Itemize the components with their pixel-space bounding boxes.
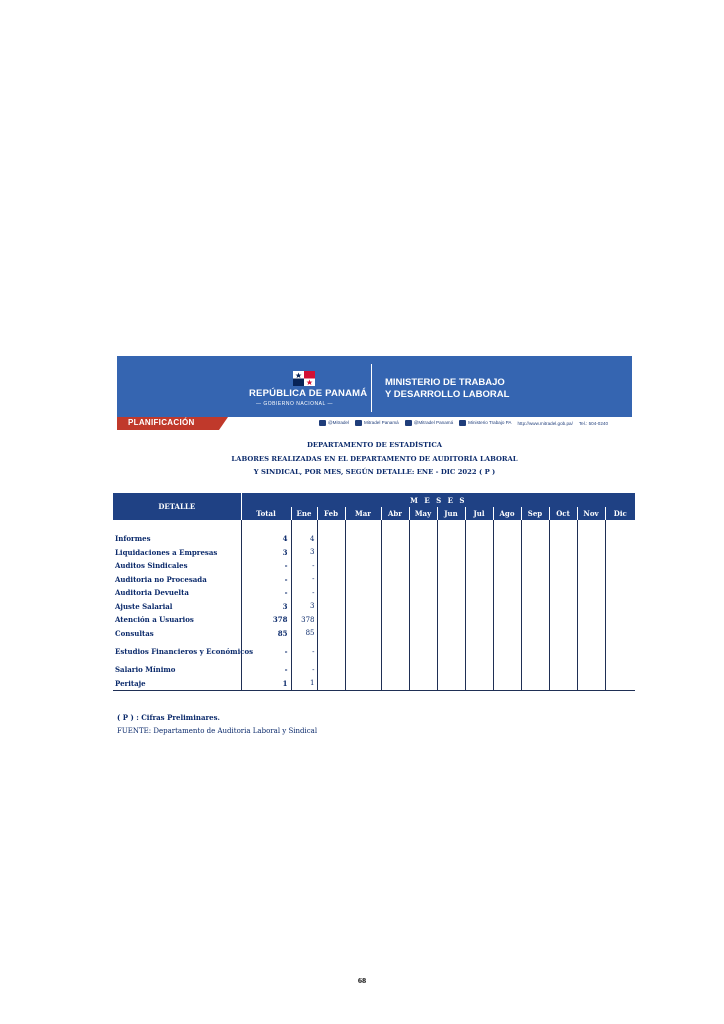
row-ene: - xyxy=(291,559,317,573)
col-header-total: Total xyxy=(241,507,291,520)
row-month-cell xyxy=(437,573,465,587)
row-ene: 3 xyxy=(291,600,317,614)
col-header-feb: Feb xyxy=(317,507,345,520)
report-title-line2: Y SINDICAL, POR MES, SEGÚN DETALLE: ENE - DIC 2022 ( P ) xyxy=(253,468,496,476)
row-month-cell xyxy=(465,627,493,641)
row-month-cell xyxy=(465,546,493,560)
row-month-cell xyxy=(577,573,605,587)
row-month-cell xyxy=(345,546,381,560)
row-month-cell xyxy=(409,600,437,614)
table-row xyxy=(113,546,635,560)
row-month-cell xyxy=(317,613,345,627)
row-ene: 85 xyxy=(291,627,317,641)
row-total: - xyxy=(241,663,291,677)
banner-divider xyxy=(371,364,372,412)
row-month-cell xyxy=(493,677,521,691)
col-header-jul: Jul xyxy=(465,507,493,520)
col-header-sep: Sep xyxy=(521,507,549,520)
row-month-cell xyxy=(317,532,345,546)
facebook-icon xyxy=(355,420,362,426)
row-month-cell xyxy=(345,627,381,641)
row-month-cell xyxy=(521,559,549,573)
row-label: Atención a Usuarios xyxy=(115,615,194,625)
row-month-cell xyxy=(549,546,577,560)
row-month-cell xyxy=(493,546,521,560)
table-row xyxy=(113,532,635,546)
row-label: Ajuste Salarial xyxy=(115,601,173,611)
row-month-cell xyxy=(605,627,635,641)
row-month-cell xyxy=(345,559,381,573)
twitter-link: @Mitradel xyxy=(319,420,349,426)
row-month-cell xyxy=(577,532,605,546)
col-header-mar: Mar xyxy=(345,507,381,520)
row-month-cell xyxy=(493,586,521,600)
col-header-jun: Jun xyxy=(437,507,465,520)
row-month-cell xyxy=(317,663,345,677)
row-ene: - xyxy=(291,586,317,600)
row-month-cell xyxy=(577,627,605,641)
row-month-cell xyxy=(381,559,409,573)
row-total: - xyxy=(241,559,291,573)
row-month-cell xyxy=(549,559,577,573)
row-total: 3 xyxy=(241,600,291,614)
row-month-cell xyxy=(605,600,635,614)
col-header-oct: Oct xyxy=(549,507,577,520)
row-month-cell xyxy=(465,677,493,691)
table-row xyxy=(113,559,635,573)
government-label: — GOBIERNO NACIONAL — xyxy=(256,401,333,407)
row-label: Liquidaciones a Empresas xyxy=(115,547,218,557)
table-row xyxy=(113,613,635,627)
page-number: 68 xyxy=(357,978,367,985)
row-month-cell xyxy=(317,640,345,663)
row-month-cell xyxy=(381,627,409,641)
row-month-cell xyxy=(409,640,437,663)
row-month-cell xyxy=(409,586,437,600)
col-header-ene: Ene xyxy=(291,507,317,520)
row-month-cell xyxy=(381,640,409,663)
col-header-dic: Dic xyxy=(605,507,635,520)
row-month-cell xyxy=(465,586,493,600)
row-month-cell xyxy=(345,532,381,546)
col-header-nov: Nov xyxy=(577,507,605,520)
row-month-cell xyxy=(577,613,605,627)
row-month-cell xyxy=(381,600,409,614)
row-month-cell xyxy=(549,640,577,663)
table-row xyxy=(113,586,635,600)
preliminary-note: ( P ) : Cifras Preliminares. xyxy=(117,713,220,722)
table-row xyxy=(113,677,635,691)
row-month-cell xyxy=(317,573,345,587)
row-month-cell xyxy=(549,573,577,587)
row-ene: 378 xyxy=(291,613,317,627)
phone-number: Tel.: 504-0240 xyxy=(578,420,609,426)
row-month-cell xyxy=(493,640,521,663)
col-header-may: May xyxy=(409,507,437,520)
row-month-cell xyxy=(437,600,465,614)
row-month-cell xyxy=(409,663,437,677)
facebook-link: Mitradel Panamá xyxy=(355,420,399,426)
col-header-ago: Ago xyxy=(493,507,521,520)
row-month-cell xyxy=(317,677,345,691)
row-label: Estudios Financieros y Económicos xyxy=(115,647,254,656)
ministry-name-line2: Y DESARROLLO LABORAL xyxy=(385,389,510,400)
row-month-cell xyxy=(465,613,493,627)
row-label: Auditoria no Procesada xyxy=(115,574,207,584)
row-month-cell xyxy=(549,613,577,627)
row-month-cell xyxy=(437,532,465,546)
row-month-cell xyxy=(409,559,437,573)
spacer-row xyxy=(113,520,635,532)
row-month-cell xyxy=(437,627,465,641)
row-total: - xyxy=(241,640,291,663)
row-month-cell xyxy=(521,677,549,691)
row-ene: - xyxy=(291,640,317,663)
website-link: http://www.mitradel.gob.pa/ xyxy=(517,420,573,426)
row-month-cell xyxy=(381,677,409,691)
row-ene: 4 xyxy=(291,532,317,546)
row-month-cell xyxy=(345,586,381,600)
row-month-cell xyxy=(317,559,345,573)
detail-header: DETALLE xyxy=(113,493,241,520)
row-month-cell xyxy=(345,677,381,691)
row-ene: 1 xyxy=(291,677,317,691)
row-month-cell xyxy=(345,600,381,614)
row-ene: - xyxy=(291,663,317,677)
row-month-cell xyxy=(549,600,577,614)
row-month-cell xyxy=(521,546,549,560)
row-total: 85 xyxy=(241,627,291,641)
row-month-cell xyxy=(381,532,409,546)
youtube-icon xyxy=(459,420,466,426)
row-month-cell xyxy=(381,586,409,600)
table-row xyxy=(113,663,635,677)
row-month-cell xyxy=(465,573,493,587)
table-row xyxy=(113,627,635,641)
row-label: Auditos Sindicales xyxy=(115,561,188,571)
social-links xyxy=(319,420,608,426)
section-label: PLANIFICACIÓN xyxy=(128,418,195,427)
report-title-line1: LABORES REALIZADAS EN EL DEPARTAMENTO DE AUDITORÍA LABORAL xyxy=(231,455,518,463)
row-month-cell xyxy=(605,586,635,600)
row-month-cell xyxy=(409,532,437,546)
table-row xyxy=(113,640,635,663)
row-total: 3 xyxy=(241,546,291,560)
row-month-cell xyxy=(493,532,521,546)
row-ene: 3 xyxy=(291,546,317,560)
row-month-cell xyxy=(345,613,381,627)
header-banner xyxy=(117,356,632,430)
row-month-cell xyxy=(317,546,345,560)
row-month-cell xyxy=(521,627,549,641)
row-total: 378 xyxy=(241,613,291,627)
row-month-cell xyxy=(381,663,409,677)
row-month-cell xyxy=(577,677,605,691)
row-month-cell xyxy=(549,677,577,691)
row-month-cell xyxy=(409,613,437,627)
row-month-cell xyxy=(549,663,577,677)
row-month-cell xyxy=(493,613,521,627)
row-month-cell xyxy=(549,586,577,600)
row-month-cell xyxy=(577,600,605,614)
panama-flag-icon xyxy=(293,371,315,386)
row-label: Informes xyxy=(115,534,151,544)
republic-name: REPÚBLICA DE PANAMÁ xyxy=(249,388,368,399)
table-row xyxy=(113,573,635,587)
row-month-cell xyxy=(577,663,605,677)
row-month-cell xyxy=(345,640,381,663)
row-label: Salario Mínimo xyxy=(115,665,176,675)
section-tab xyxy=(117,417,219,430)
row-month-cell xyxy=(465,663,493,677)
row-month-cell xyxy=(345,663,381,677)
row-month-cell xyxy=(605,677,635,691)
row-month-cell xyxy=(577,640,605,663)
row-ene: - xyxy=(291,573,317,587)
row-month-cell xyxy=(409,627,437,641)
labors-table xyxy=(113,493,635,691)
row-month-cell xyxy=(493,573,521,587)
row-month-cell xyxy=(577,586,605,600)
row-month-cell xyxy=(577,559,605,573)
row-month-cell xyxy=(465,640,493,663)
table-row xyxy=(113,600,635,614)
row-month-cell xyxy=(521,600,549,614)
row-month-cell xyxy=(437,586,465,600)
row-month-cell xyxy=(437,663,465,677)
row-month-cell xyxy=(317,627,345,641)
row-total: 4 xyxy=(241,532,291,546)
row-month-cell xyxy=(409,677,437,691)
row-month-cell xyxy=(521,663,549,677)
col-header-abr: Abr xyxy=(381,507,409,520)
row-month-cell xyxy=(437,613,465,627)
row-month-cell xyxy=(605,640,635,663)
row-month-cell xyxy=(465,532,493,546)
row-month-cell xyxy=(521,573,549,587)
row-month-cell xyxy=(493,663,521,677)
months-header: M E S E S xyxy=(241,493,635,507)
row-month-cell xyxy=(409,546,437,560)
row-month-cell xyxy=(549,627,577,641)
row-month-cell xyxy=(577,546,605,560)
row-label: Auditoria Devuelta xyxy=(115,588,189,598)
row-month-cell xyxy=(437,559,465,573)
row-month-cell xyxy=(521,586,549,600)
row-month-cell xyxy=(409,573,437,587)
row-total: 1 xyxy=(241,677,291,691)
row-month-cell xyxy=(465,559,493,573)
row-total: - xyxy=(241,573,291,587)
row-month-cell xyxy=(381,546,409,560)
row-month-cell xyxy=(381,573,409,587)
department-title: DEPARTAMENTO DE ESTADÍSTICA xyxy=(306,441,443,449)
row-month-cell xyxy=(493,600,521,614)
youtube-link: Ministerio Trabajo PA xyxy=(459,420,511,426)
row-month-cell xyxy=(493,559,521,573)
row-month-cell xyxy=(549,532,577,546)
row-month-cell xyxy=(437,546,465,560)
row-month-cell xyxy=(521,613,549,627)
row-month-cell xyxy=(437,677,465,691)
row-month-cell xyxy=(381,613,409,627)
ministry-name-line1: MINISTERIO DE TRABAJO xyxy=(385,377,505,388)
row-month-cell xyxy=(493,627,521,641)
row-month-cell xyxy=(437,640,465,663)
row-month-cell xyxy=(605,613,635,627)
row-label: Peritaje xyxy=(113,677,241,691)
instagram-icon xyxy=(405,420,412,426)
row-month-cell xyxy=(521,532,549,546)
row-month-cell xyxy=(317,586,345,600)
instagram-link: @Mitradel Panamá xyxy=(405,420,453,426)
source-note: FUENTE: Departamento de Auditoria Laboral y Sindical xyxy=(117,727,318,735)
row-month-cell xyxy=(605,663,635,677)
row-month-cell xyxy=(465,600,493,614)
row-month-cell xyxy=(521,640,549,663)
row-month-cell xyxy=(317,600,345,614)
row-month-cell xyxy=(605,559,635,573)
twitter-icon xyxy=(319,420,326,426)
row-total: - xyxy=(241,586,291,600)
row-month-cell xyxy=(605,573,635,587)
row-month-cell xyxy=(605,532,635,546)
row-month-cell xyxy=(605,546,635,560)
row-label: Consultas xyxy=(115,628,154,638)
row-month-cell xyxy=(345,573,381,587)
